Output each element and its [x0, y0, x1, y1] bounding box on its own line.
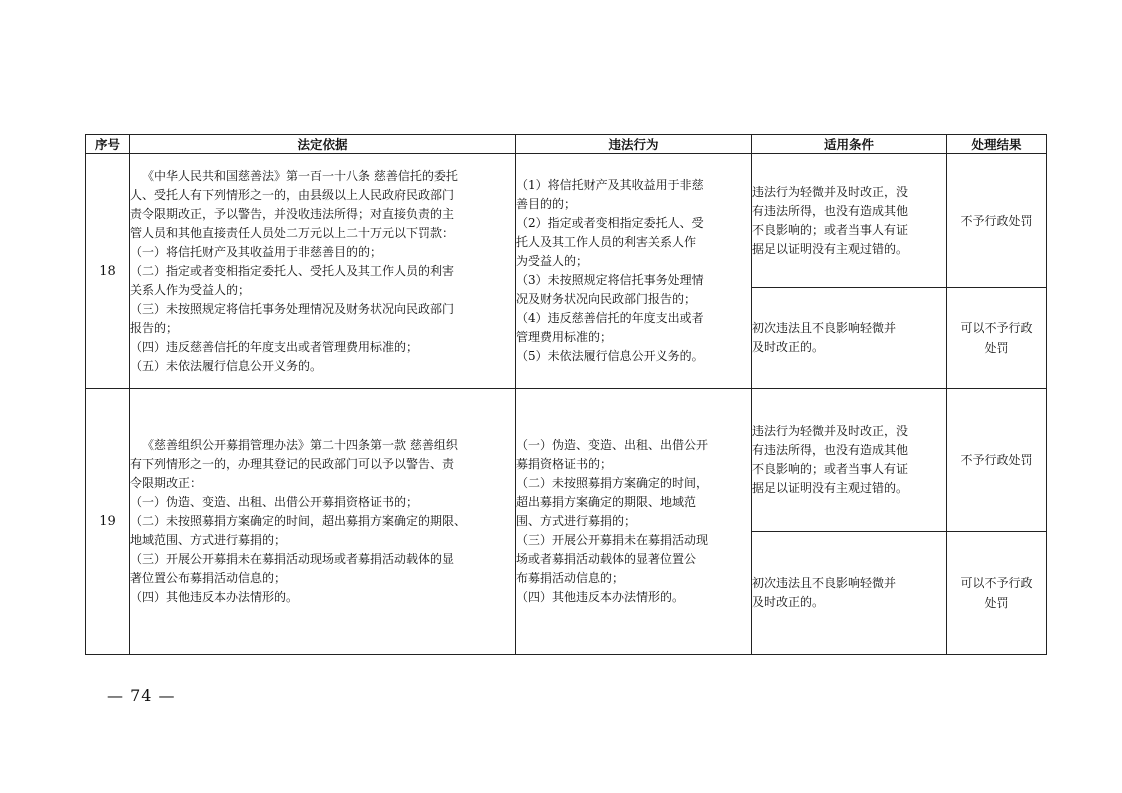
condition-cell	[752, 389, 947, 532]
condition-line: 初次违法且不良影响轻微并	[752, 576, 897, 590]
condition-line: 违法行为轻微并及时改正，没	[752, 184, 909, 199]
violation-line: （一）伪造、变造、出租、出借公开	[516, 438, 709, 452]
violation-line: 募捐资格证书的；	[516, 457, 613, 471]
violation-line: （1）将信托财产及其收益用于非慈	[516, 178, 704, 192]
basis-line: 地域范围、方式进行募捐的；	[130, 533, 287, 547]
condition-line: 不良影响的；或者当事人有证	[752, 462, 909, 476]
condition-line: 及时改正的。	[752, 595, 825, 609]
violation-line: （5）未依法履行信息公开义务的。	[516, 349, 704, 363]
basis-line: （三）开展公开募捐未在募捐活动现场或者募捐活动载体的显	[130, 552, 455, 566]
basis-line: 有下列情形之一的，办理其登记的民政部门可以予以警告、责	[130, 457, 455, 471]
result-line: 处罚	[984, 341, 1009, 355]
penalty-table	[85, 134, 1047, 655]
result-cell	[947, 389, 1047, 532]
header-seq: 序号	[86, 135, 130, 154]
basis-line: 管人员和其他直接责任人员处二万元以上二十万元以下罚款：	[130, 225, 455, 240]
basis-line: 著位置公布募捐活动信息的；	[130, 571, 287, 585]
condition-line: 据足以证明没有主观过错的。	[752, 481, 909, 495]
result-line: 不予行政处罚	[960, 213, 1033, 228]
basis-line: （一）伪造、变造、出租、出借公开募捐资格证书的；	[130, 495, 419, 509]
result-cell	[947, 288, 1047, 389]
header-condition: 适用条件	[752, 135, 947, 154]
basis-line: 人、受托人有下列情形之一的，由县级以上人民政府民政部门	[130, 187, 455, 202]
violation-line: （3）未按照规定将信托事务处理情	[516, 273, 704, 287]
violation-line: 场或者募捐活动载体的显著位置公	[516, 552, 697, 566]
header-violation: 违法行为	[516, 135, 752, 154]
violation-line: 管理费用标准的；	[516, 330, 613, 344]
basis-line: 关系人作为受益人的；	[130, 282, 251, 297]
row-seq: 18	[86, 154, 130, 389]
violation-cell	[516, 389, 752, 655]
condition-line: 不良影响的；或者当事人有证	[752, 222, 909, 237]
header-legal-basis: 法定依据	[130, 135, 516, 154]
page-number: — 74 —	[107, 686, 176, 705]
basis-line: （五）未依法履行信息公开义务的。	[130, 358, 323, 373]
basis-line: 《慈善组织公开募捐管理办法》第二十四条第一款 慈善组织	[142, 438, 458, 452]
legal-basis-cell	[130, 154, 516, 389]
basis-line: （四）违反慈善信托的年度支出或者管理费用标准的；	[130, 339, 419, 354]
condition-cell	[752, 154, 947, 288]
violation-line: 超出募捐方案确定的期限、地域范	[516, 495, 697, 509]
violation-line: （三）开展公开募捐未在募捐活动现	[516, 533, 709, 547]
basis-line: 令限期改正：	[130, 476, 203, 490]
violation-line: （四）其他违反本办法情形的。	[516, 590, 685, 604]
result-cell	[947, 532, 1047, 655]
basis-line: （二）指定或者变相指定委托人、受托人及其工作人员的利害	[130, 263, 455, 278]
table-header-row	[86, 135, 1047, 154]
violation-line: （二）未按照募捐方案确定的时间，	[516, 476, 709, 490]
result-line: 可以不予行政	[960, 321, 1033, 335]
basis-line: （四）其他违反本办法情形的。	[130, 590, 299, 604]
condition-line: 有违法所得，也没有造成其他	[752, 203, 909, 218]
violation-cell	[516, 154, 752, 389]
legal-basis-cell	[130, 389, 516, 655]
table-row	[86, 154, 1047, 288]
violation-line: 况及财务状况向民政部门报告的；	[516, 292, 697, 306]
condition-line: 违法行为轻微并及时改正，没	[752, 424, 909, 438]
violation-line: 托人及其工作人员的利害关系人作	[516, 235, 697, 249]
condition-cell	[752, 532, 947, 655]
row-seq: 19	[86, 389, 130, 655]
condition-line: 及时改正的。	[752, 340, 825, 354]
basis-line: 《中华人民共和国慈善法》第一百一十八条 慈善信托的委托	[142, 168, 458, 183]
result-line: 不予行政处罚	[960, 453, 1033, 467]
header-result: 处理结果	[947, 135, 1047, 154]
violation-line: 为受益人的；	[516, 254, 589, 268]
violation-line: 围、方式进行募捐的；	[516, 514, 637, 528]
result-cell	[947, 154, 1047, 288]
table-row	[86, 389, 1047, 532]
result-line: 可以不予行政	[960, 576, 1033, 590]
violation-line: （4）违反慈善信托的年度支出或者	[516, 311, 704, 325]
violation-line: 布募捐活动信息的；	[516, 571, 625, 585]
condition-line: 据足以证明没有主观过错的。	[752, 241, 909, 256]
condition-cell	[752, 288, 947, 389]
condition-line: 初次违法且不良影响轻微并	[752, 321, 897, 335]
result-line: 处罚	[984, 596, 1009, 610]
basis-line: 报告的；	[130, 320, 179, 335]
basis-line: （二）未按照募捐方案确定的时间，超出募捐方案确定的期限、	[130, 514, 467, 528]
violation-line: 善目的的；	[516, 197, 577, 211]
basis-line: （一）将信托财产及其收益用于非慈善目的的；	[130, 244, 383, 259]
violation-line: （2）指定或者变相指定委托人、受	[516, 216, 704, 230]
condition-line: 有违法所得，也没有造成其他	[752, 443, 909, 457]
basis-line: 责令限期改正，予以警告，并没收违法所得；对直接负责的主	[130, 206, 455, 221]
basis-line: （三）未按照规定将信托事务处理情况及财务状况向民政部门	[130, 301, 455, 316]
